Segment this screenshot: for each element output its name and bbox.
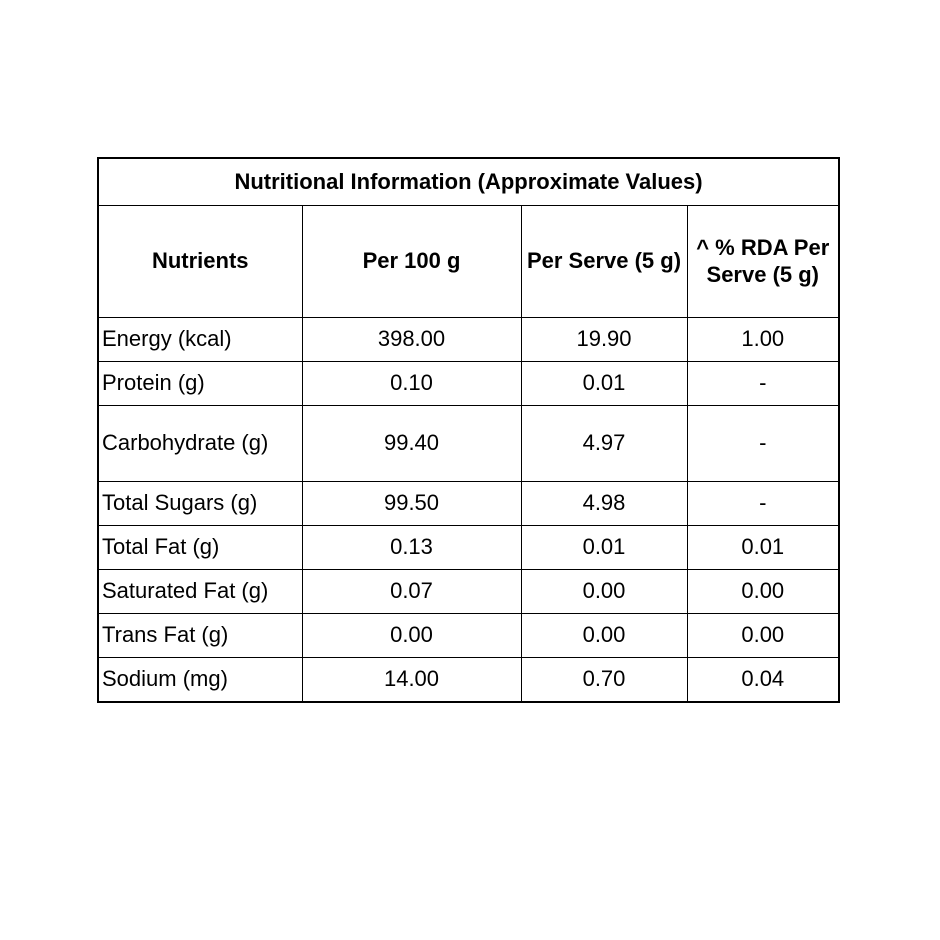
- rda-value: -: [687, 406, 839, 482]
- per-100g-value: 0.10: [302, 362, 521, 406]
- per-serve-value: 0.01: [521, 362, 687, 406]
- table-row: [98, 570, 839, 614]
- per-100g-value: 99.40: [302, 406, 521, 482]
- nutrient-name: Sodium (mg): [98, 658, 302, 703]
- rda-value: -: [687, 482, 839, 526]
- nutrient-name: Protein (g): [98, 362, 302, 406]
- rda-value: 0.01: [687, 526, 839, 570]
- per-serve-value: 4.98: [521, 482, 687, 526]
- per-serve-value: 0.00: [521, 570, 687, 614]
- table-title: Nutritional Information (Approximate Values): [98, 158, 839, 206]
- rda-value: 1.00: [687, 318, 839, 362]
- rda-value: 0.00: [687, 570, 839, 614]
- table-row: [98, 526, 839, 570]
- nutrient-name: Energy (kcal): [98, 318, 302, 362]
- table-row: [98, 482, 839, 526]
- per-100g-value: 0.07: [302, 570, 521, 614]
- nutrition-table: [97, 157, 840, 703]
- per-serve-value: 4.97: [521, 406, 687, 482]
- per-100g-value: 99.50: [302, 482, 521, 526]
- table-row: [98, 406, 839, 482]
- per-serve-value: 19.90: [521, 318, 687, 362]
- table-row: [98, 614, 839, 658]
- header-per-serve: Per Serve (5 g): [521, 206, 687, 318]
- table-row: [98, 318, 839, 362]
- nutrient-name: Saturated Fat (g): [98, 570, 302, 614]
- table-header-row: [98, 206, 839, 318]
- nutrient-name: Trans Fat (g): [98, 614, 302, 658]
- per-100g-value: 0.00: [302, 614, 521, 658]
- per-100g-value: 398.00: [302, 318, 521, 362]
- per-100g-value: 14.00: [302, 658, 521, 703]
- table-row: [98, 362, 839, 406]
- per-serve-value: 0.01: [521, 526, 687, 570]
- table-row: [98, 658, 839, 703]
- header-rda-per-serve: ^ % RDA Per Serve (5 g): [687, 206, 839, 318]
- per-serve-value: 0.70: [521, 658, 687, 703]
- nutrient-name: Total Fat (g): [98, 526, 302, 570]
- per-serve-value: 0.00: [521, 614, 687, 658]
- per-100g-value: 0.13: [302, 526, 521, 570]
- nutrient-name: Total Sugars (g): [98, 482, 302, 526]
- rda-value: -: [687, 362, 839, 406]
- rda-value: 0.04: [687, 658, 839, 703]
- table-title-row: [98, 158, 839, 206]
- header-per-100g: Per 100 g: [302, 206, 521, 318]
- nutrient-name: Carbohydrate (g): [98, 406, 302, 482]
- rda-value: 0.00: [687, 614, 839, 658]
- header-nutrients: Nutrients: [98, 206, 302, 318]
